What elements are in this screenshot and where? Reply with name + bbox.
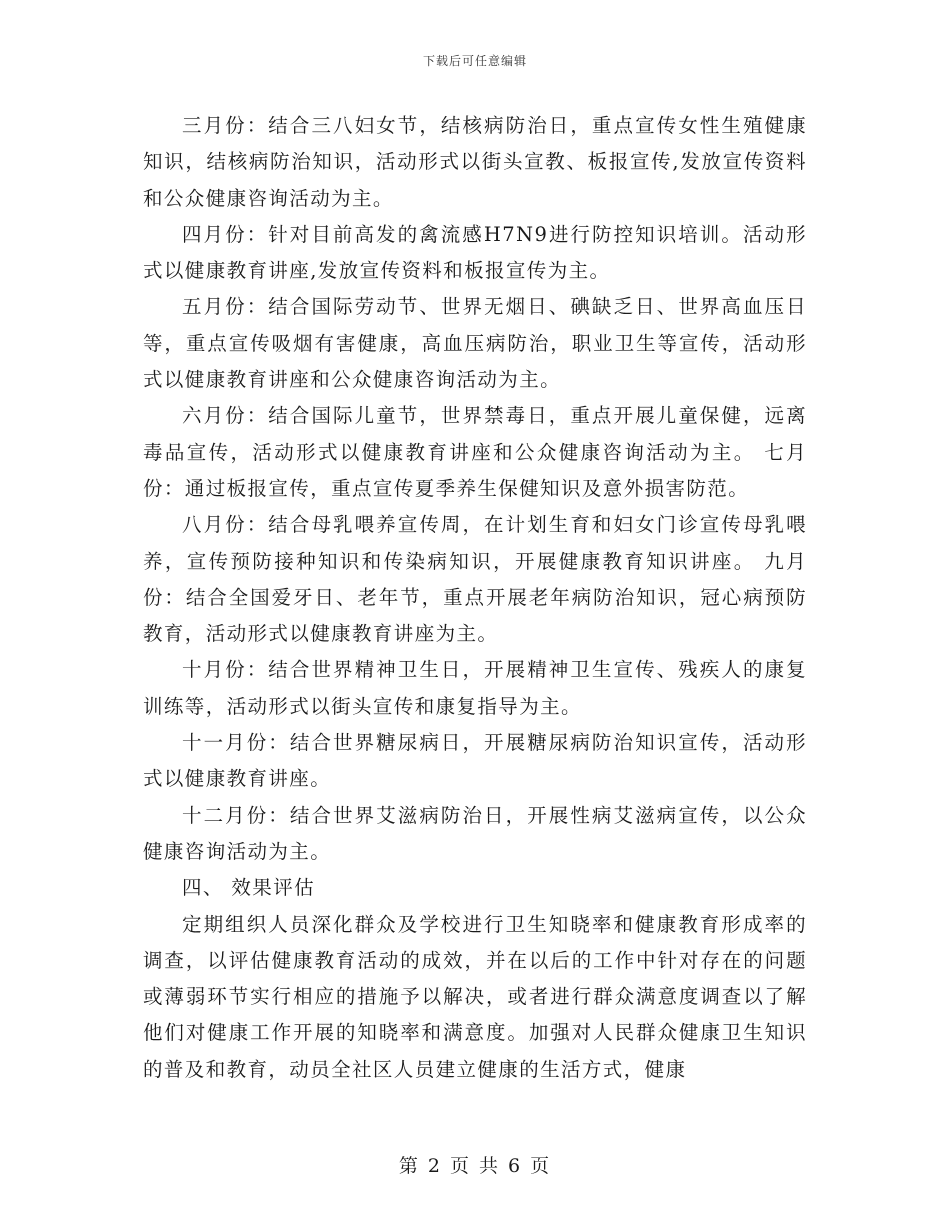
paragraph-june-july: 六月份：结合国际儿童节，世界禁毒日，重点开展儿童保健，远离毒品宣传，活动形式以健康教育讲座和公众健康咨询活动为主。 七月份：通过板报宣传，重点宣传夏季养生保健知识及意外损害防范。 xyxy=(143,404,807,500)
paragraph-november: 十一月份：结合世界糖尿病日，开展糖尿病防治知识宣传，活动形式以健康教育讲座。 xyxy=(143,731,807,791)
paragraph-evaluation: 定期组织人员深化群众及学校进行卫生知晓率和健康教育形成率的调查，以评估健康教育活动的成效，并在以后的工作中针对存在的问题或薄弱环节实行相应的措施予以解决，或者进行群众满意度调查以了解他们对健康工作开展的知晓率和满意度。加强对人民群众健康卫生知识的普及和教育，动员全社区人员建立健康的生活方式，健康 xyxy=(143,912,807,1081)
document-body xyxy=(143,108,807,1088)
paragraph-december: 十二月份：结合世界艾滋病防治日，开展性病艾滋病宣传，以公众健康咨询活动为主。 xyxy=(143,803,807,863)
paragraph-march: 三月份：结合三八妇女节，结核病防治日，重点宣传女性生殖健康知识，结核病防治知识，活动形式以街头宣教、板报宣传,发放宣传资料和公众健康咨询活动为主。 xyxy=(143,114,807,210)
page-header: 下载后可任意编辑 xyxy=(422,54,527,68)
paragraph-october: 十月份：结合世界精神卫生日，开展精神卫生宣传、残疾人的康复训练等，活动形式以街头宣传和康复指导为主。 xyxy=(143,658,807,718)
paragraph-april: 四月份：针对目前高发的禽流感H7N9进行防控知识培训。活动形式以健康教育讲座,发放宣传资料和板报宣传为主。 xyxy=(143,222,807,283)
paragraph-august-september: 八月份：结合母乳喂养宣传周，在计划生育和妇女门诊宣传母乳喂养，宣传预防接种知识和传染病知识，开展健康教育知识讲座。 九月份：结合全国爱牙日、老年节，重点开展老年病防治知识，冠心病预防教育，活动形式以健康教育讲座为主。 xyxy=(143,513,807,646)
page-number-footer: 第 2 页 共 6 页 xyxy=(398,1155,552,1177)
section-heading-evaluation: 四、 效果评估 xyxy=(182,876,315,900)
paragraph-may: 五月份：结合国际劳动节、世界无烟日、碘缺乏日、世界高血压日等，重点宣传吸烟有害健康，高血压病防治，职业卫生等宣传，活动形式以健康教育讲座和公众健康咨询活动为主。 xyxy=(143,295,807,392)
